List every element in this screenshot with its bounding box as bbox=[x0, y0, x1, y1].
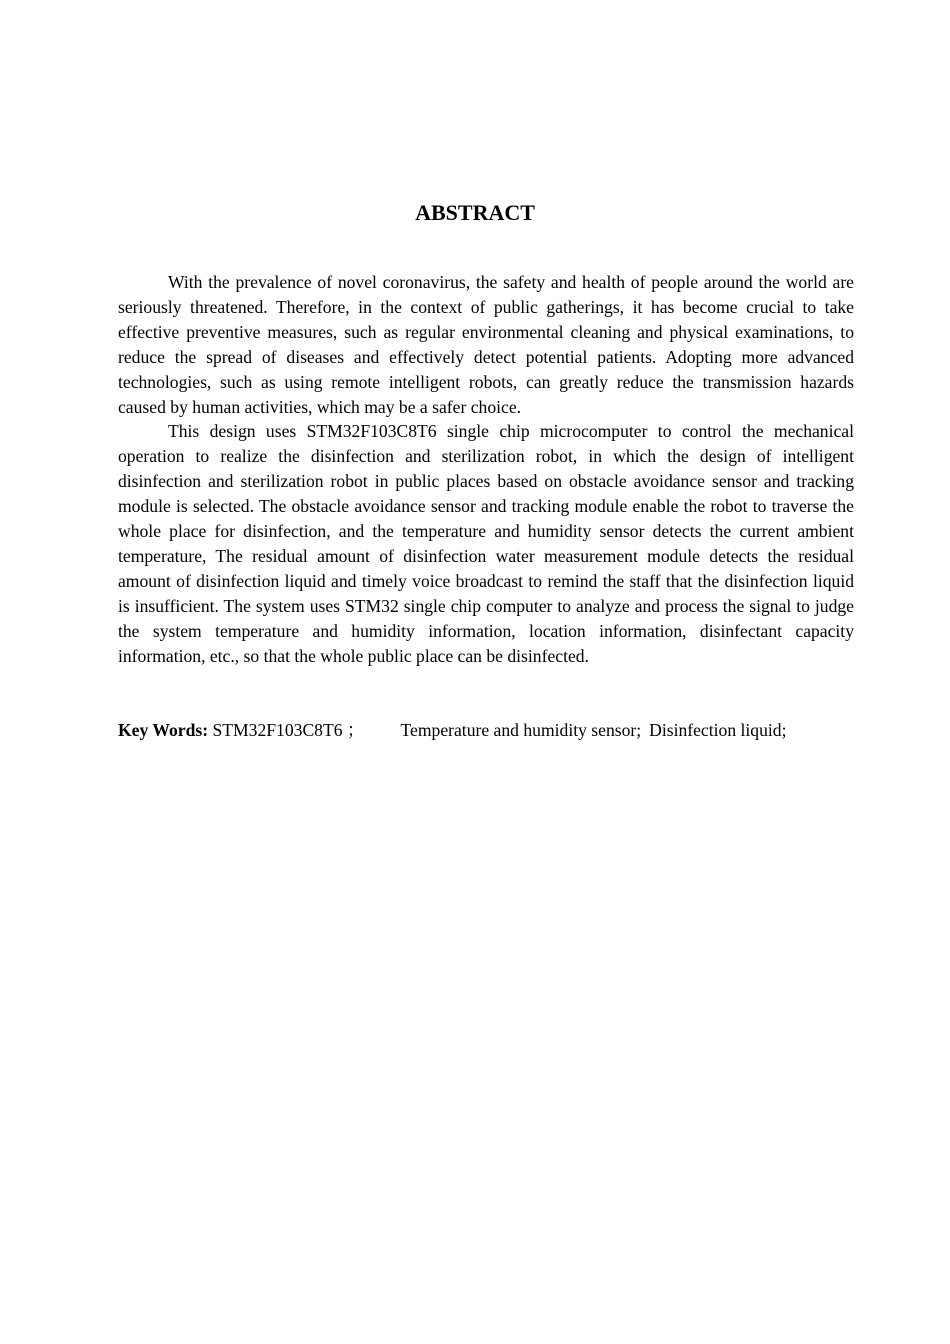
abstract-paragraph-1: With the prevalence of novel coronavirus, the safety and health of people around the world are seriously threatened. Therefore, in the context of public gatherings, it has become crucial to take effective preventive measures, such as regular environmental cleaning and physical examinations, to reduce the spread of diseases and effectively detect potential patients. Adopting more advanced technologies, such as using remote intelligent robots, can greatly reduce the transmission hazards caused by human activities, which may be a safer choice. bbox=[118, 272, 854, 417]
abstract-title: ABSTRACT bbox=[415, 200, 535, 225]
abstract-body bbox=[118, 270, 854, 669]
keyword-item: Disinfection liquid; bbox=[649, 720, 787, 740]
keywords-label: Key Words: bbox=[118, 720, 213, 740]
keyword-item: Temperature and humidity sensor; bbox=[400, 720, 642, 740]
keywords-line bbox=[118, 718, 854, 743]
abstract-paragraph-2: This design uses STM32F103C8T6 single chip microcomputer to control the mechanical operation to realize the disinfection and sterilization robot, in which the design of intelligent disinfection and sterilization robot in public places based on obstacle avoidance sensor and tracking module is selected. The obstacle avoidance sensor and tracking module enable the robot to traverse the whole place for disinfection, and the temperature and humidity sensor detects the current ambient temperature, The residual amount of disinfection water measurement module detects the residual amount of disinfection liquid and timely voice broadcast to remind the staff that the disinfection liquid is insufficient. The system uses STM32 single chip computer to analyze and process the signal to judge the system temperature and humidity information, location information, disinfectant capacity information, etc., so that the whole public place can be disinfected. bbox=[118, 421, 854, 666]
keyword-item: STM32F103C8T6 ； bbox=[212, 720, 365, 740]
